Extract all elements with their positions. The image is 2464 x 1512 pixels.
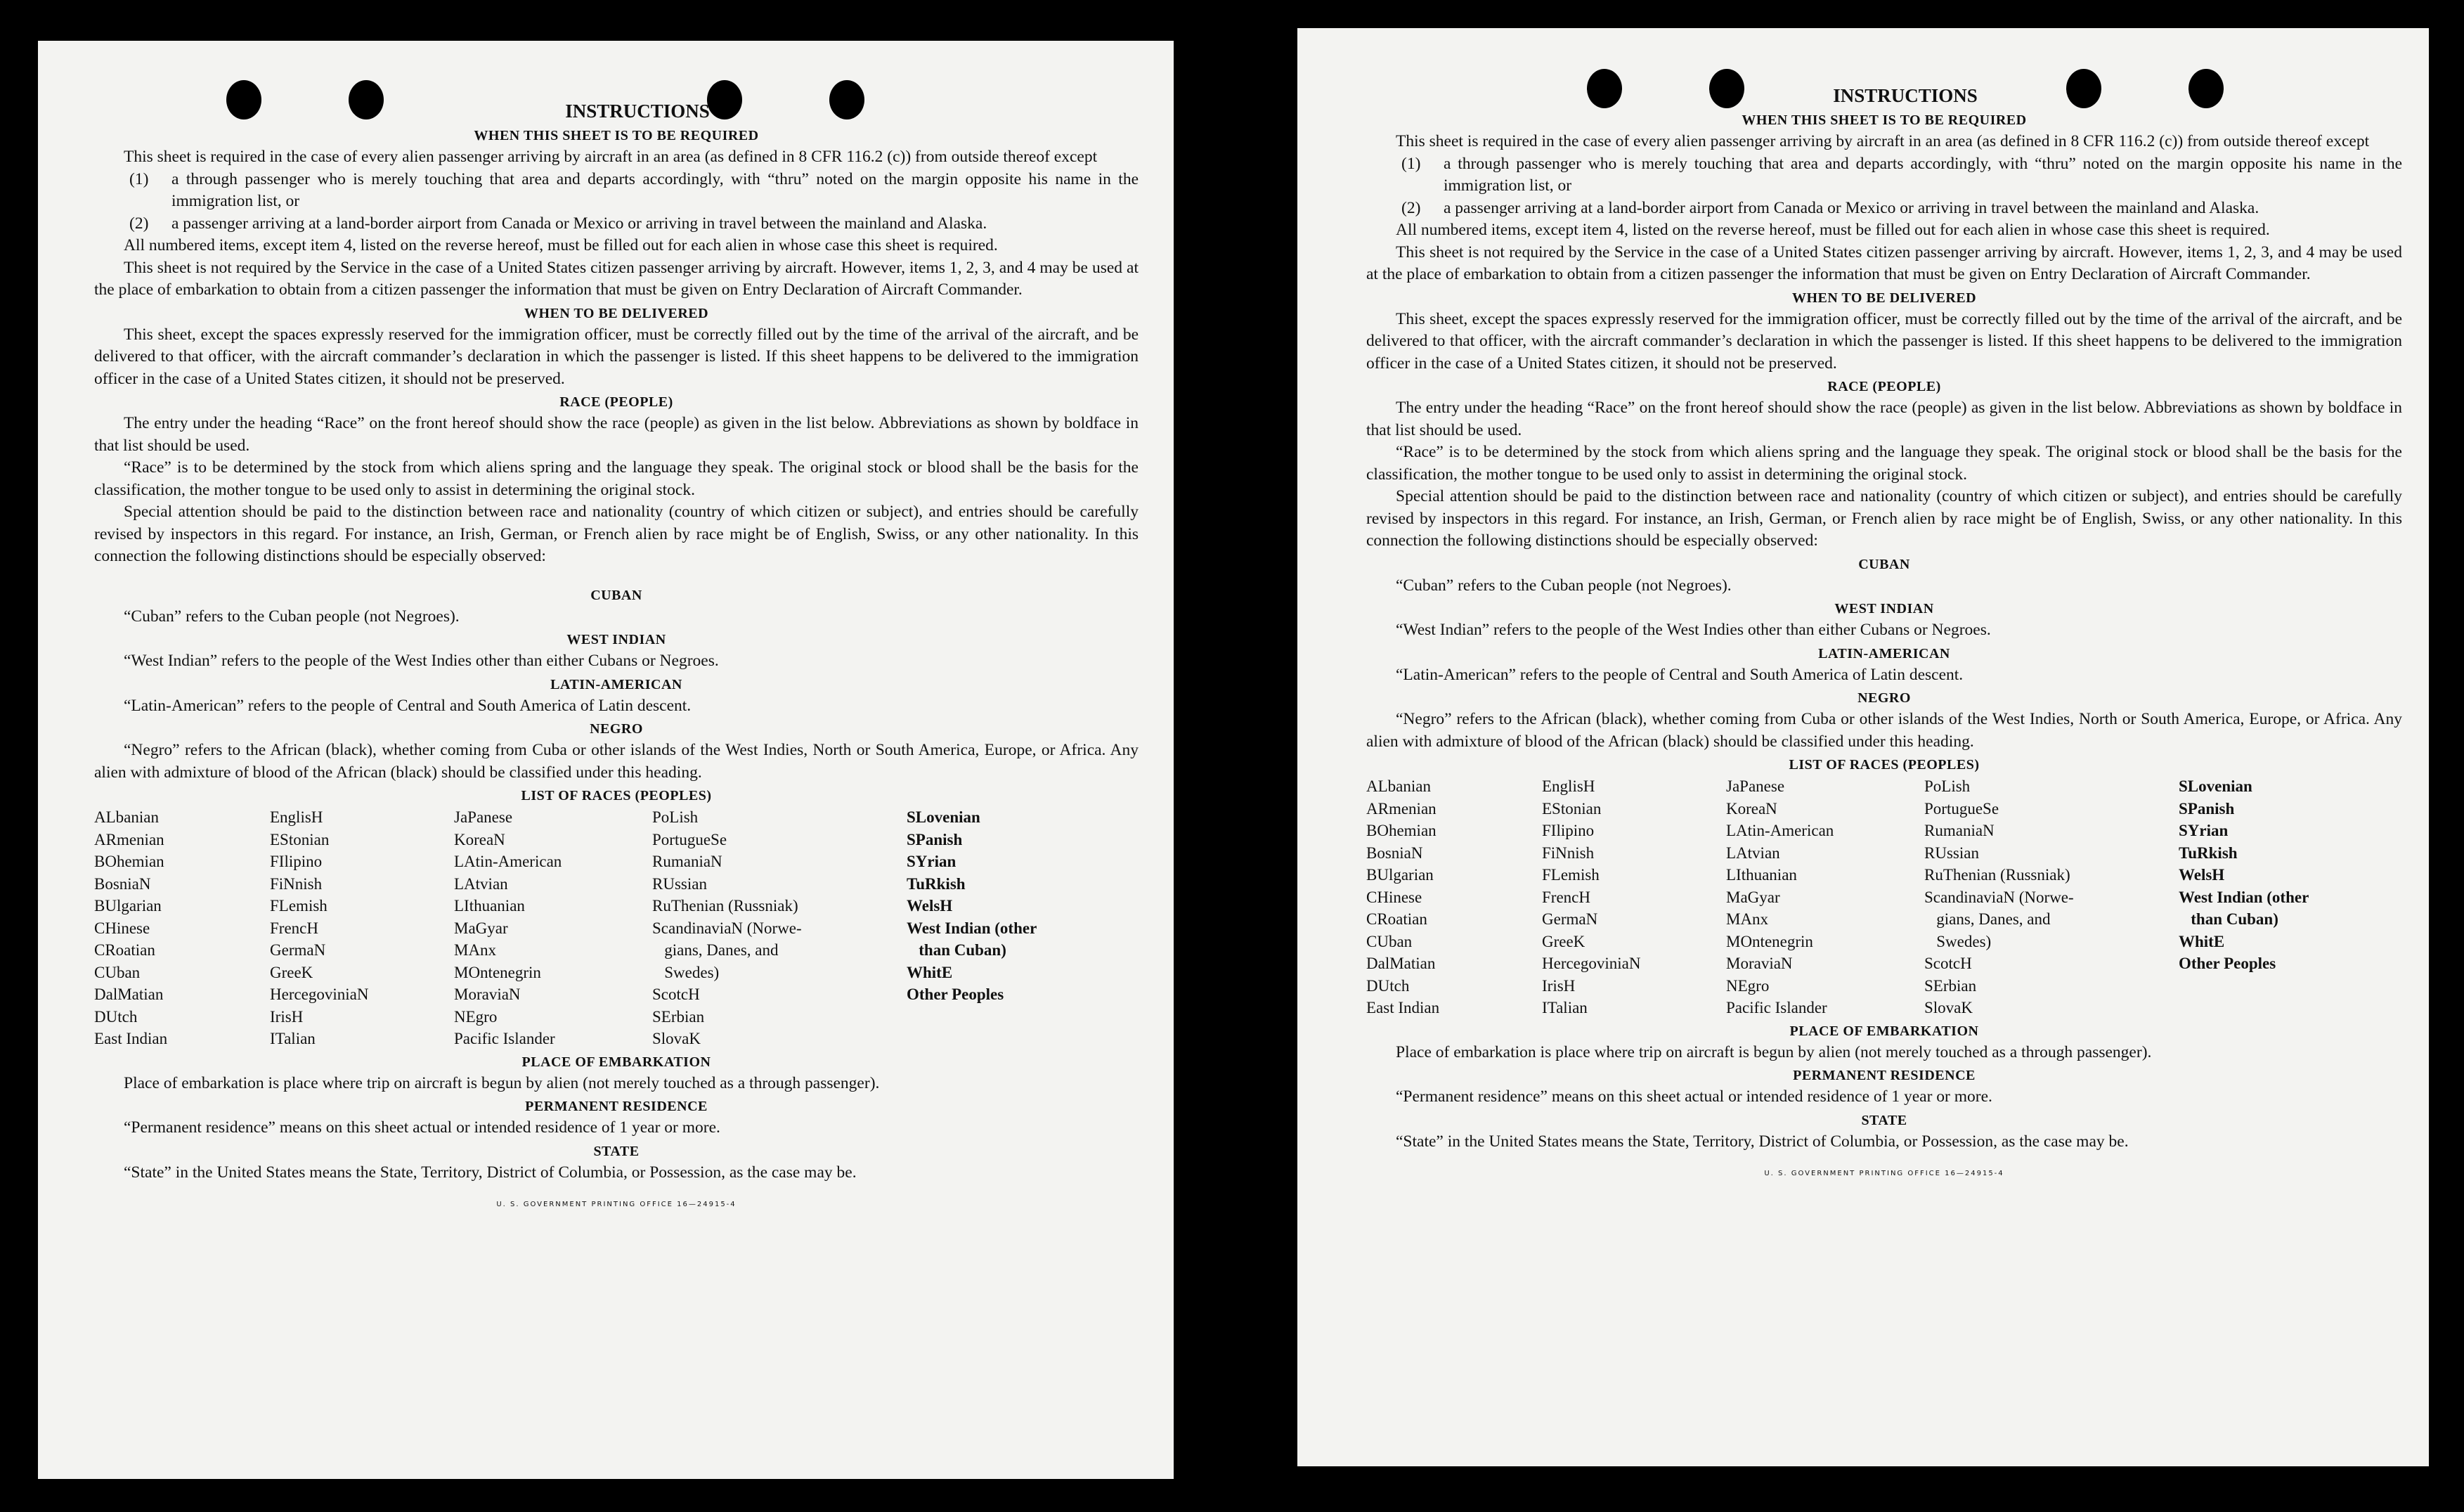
document-page-right xyxy=(1297,28,2429,1466)
instructions-content xyxy=(1366,83,2402,1185)
paragraph: “State” in the United States means the State, Territory, District of Columbia, or Possession, as the case may be. xyxy=(1396,1132,2129,1151)
item-number: (1) xyxy=(1401,154,1421,173)
races-column: ALbanian ARmenian BOhemian BosniaN BUlgarian CHinese CRoatian CUban DalMatian DUtch East Indian xyxy=(94,808,168,1047)
section-heading: NEGRO xyxy=(1857,690,1911,706)
paragraph: “West Indian” refers to the people of the West Indies other than either Cubans or Negroes. xyxy=(1396,621,1991,639)
section-heading: WHEN TO BE DELIVERED xyxy=(524,305,709,321)
paragraph: All numbered items, except item 4, listed on the reverse hereof, must be filled out for each alien in whose case this sheet is required. xyxy=(1396,221,2270,239)
section-heading: CUBAN xyxy=(1858,556,1910,572)
paragraph: “Negro” refers to the African (black), whether coming from Cuba or other islands of the West Indies, North or South America, Europe, or Africa. Any alien with admixture of blood of the African (black) should be classified under this heading. xyxy=(1366,710,2402,751)
paragraph: Place of embarkation is place where trip on aircraft is begun by alien (not merely touched as a through passenger). xyxy=(124,1073,880,1092)
paragraph: “Latin-American” refers to the people of Central and South America of Latin descent. xyxy=(1396,665,1964,684)
paragraph: All numbered items, except item 4, listed on the reverse hereof, must be filled out for each alien in whose case this sheet is required. xyxy=(124,236,998,254)
paragraph: Special attention should be paid to the distinction between race and nationality (country of which citizen or subject), and entries should be carefully revised by inspectors in this regard. For instance, an Irish, German, or French alien by race might be of English, Swiss, or any other nationality. In this connection the following distinctions should be especially observed: xyxy=(1366,487,2402,550)
item-number: (2) xyxy=(1401,198,1421,217)
section-heading: WHEN THIS SHEET IS TO BE REQUIRED xyxy=(474,128,759,143)
paragraph: This sheet is required in the case of every alien passenger arriving by aircraft in an area (as defined in 8 CFR 116.2 (c)) from outside thereof except xyxy=(1396,132,2370,150)
paragraph: “Permanent residence” means on this sheet actual or intended residence of 1 year or more. xyxy=(124,1118,720,1137)
section-heading: LATIN-AMERICAN xyxy=(1818,645,1950,661)
printer-imprint: U. S. GOVERNMENT PRINTING OFFICE 16—24915-4 xyxy=(1764,1170,2004,1177)
page-title: INSTRUCTIONS xyxy=(565,101,710,122)
paragraph: “Permanent residence” means on this sheet actual or intended residence of 1 year or more. xyxy=(1396,1087,1992,1106)
races-list xyxy=(1366,775,2402,1019)
races-column: PoLish PortugueSe RumaniaN RUssian RuThenian (Russniak) ScandinaviaN (Norwe- gians, Danes, and Swedes) ScotcH SErbian SlovaK xyxy=(652,808,802,1047)
paragraph: This sheet is not required by the Service in the case of a United States citizen passenger arriving by aircraft. However, items 1, 2, 3, and 4 may be used at the place of embarkation to obtain from a citizen passenger the information that must be given on Entry Declaration of Aircraft Commander. xyxy=(94,258,1139,299)
page-title: INSTRUCTIONS xyxy=(1833,85,1978,106)
section-heading: LATIN-AMERICAN xyxy=(550,676,682,692)
races-column: JaPanese KoreaN LAtin-American LAtvian LIthuanian MaGyar MAnx MOntenegrin MoraviaN NEgro Pacific Islander xyxy=(454,808,562,1047)
races-column: EnglisH EStonian FIlipino FiNnish FLemish FrencH GermaN GreeK HercegoviniaN IrisH ITalian xyxy=(1542,777,1641,1016)
section-heading: RACE (PEOPLE) xyxy=(559,394,673,410)
item-text: a through passenger who is merely touching that area and departs accordingly, with “thru” noted on the margin opposite his name in the immigration list, or xyxy=(1444,154,2402,195)
paragraph: “Race” is to be determined by the stock from which aliens spring and the language they speak. The original stock or blood shall be the basis for the classification, the mother tongue to be used only to assist in determining the original stock. xyxy=(94,458,1139,499)
paragraph: This sheet is required in the case of every alien passenger arriving by aircraft in an area (as defined in 8 CFR 116.2 (c)) from outside thereof except xyxy=(124,148,1098,166)
item-text: a passenger arriving at a land-border airport from Canada or Mexico or arriving in travel between the mainland and Alaska. xyxy=(171,214,987,233)
section-heading: CUBAN xyxy=(590,587,642,603)
section-heading: PLACE OF EMBARKATION xyxy=(1789,1023,1979,1039)
section-heading: STATE xyxy=(1861,1112,1907,1128)
paragraph: “Cuban” refers to the Cuban people (not Negroes). xyxy=(124,607,460,626)
paragraph: “Negro” refers to the African (black), whether coming from Cuba or other islands of the West Indies, North or South America, Europe, or Africa. Any alien with admixture of blood of the African (black) should be classified under this heading. xyxy=(94,741,1139,782)
printer-imprint: U. S. GOVERNMENT PRINTING OFFICE 16—24915-4 xyxy=(496,1201,737,1208)
document-page-left xyxy=(38,41,1174,1479)
section-heading: STATE xyxy=(593,1143,640,1159)
section-heading: RACE (PEOPLE) xyxy=(1827,379,1941,394)
section-heading: WEST INDIAN xyxy=(1834,601,1934,616)
section-heading: WHEN TO BE DELIVERED xyxy=(1791,290,1977,306)
paragraph: “Cuban” refers to the Cuban people (not Negroes). xyxy=(1396,576,1732,595)
paragraph: This sheet is not required by the Service in the case of a United States citizen passenger arriving by aircraft. However, items 1, 2, 3, and 4 may be used at the place of embarkation to obtain from a citizen passenger the information that must be given on Entry Declaration of Aircraft Commander. xyxy=(1366,243,2402,283)
section-heading: WEST INDIAN xyxy=(566,632,666,647)
races-column: PoLish PortugueSe RumaniaN RUssian RuThenian (Russniak) ScandinaviaN (Norwe- gians, Danes, and Swedes) ScotcH SErbian SlovaK xyxy=(1924,777,2074,1016)
races-column: EnglisH EStonian FIlipino FiNnish FLemish FrencH GermaN GreeK HercegoviniaN IrisH ITalian xyxy=(270,808,369,1047)
paragraph: This sheet, except the spaces expressly reserved for the immigration officer, must be correctly filled out by the time of the arrival of the aircraft, and be delivered to that officer, with the aircraft commander’s declaration in which the passenger is listed. If this sheet happens to be delivered to the immigration officer in the case of a United States citizen, it should not be preserved. xyxy=(1366,309,2402,373)
paragraph: The entry under the heading “Race” on the front hereof should show the race (people) as given in the list below. Abbreviations as shown by boldface in that list should be used. xyxy=(94,414,1139,455)
paragraph: Place of embarkation is place where trip on aircraft is begun by alien (not merely touched as a through passenger). xyxy=(1396,1042,2152,1061)
item-text: a through passenger who is merely touching that area and departs accordingly, with “thru” noted on the margin opposite his name in the immigration list, or xyxy=(171,169,1139,210)
races-column: SLovenian SPanish SYrian TuRkish WelsH West Indian (other than Cuban) WhitE Other Peoples xyxy=(2179,777,2309,972)
paragraph: “Latin-American” refers to the people of Central and South America of Latin descent. xyxy=(124,696,692,715)
section-heading: WHEN THIS SHEET IS TO BE REQUIRED xyxy=(1742,112,2027,128)
list-item xyxy=(129,213,1139,235)
paragraph: The entry under the heading “Race” on the front hereof should show the race (people) as given in the list below. Abbreviations as shown by boldface in that list should be used. xyxy=(1366,399,2402,439)
section-heading: PLACE OF EMBARKATION xyxy=(521,1054,711,1070)
paragraph: This sheet, except the spaces expressly reserved for the immigration officer, must be correctly filled out by the time of the arrival of the aircraft, and be delivered to that officer, with the aircraft commander’s declaration in which the passenger is listed. If this sheet happens to be delivered to the immigration officer in the case of a United States citizen, it should not be preserved. xyxy=(94,325,1139,388)
section-heading: PERMANENT RESIDENCE xyxy=(1793,1068,1976,1083)
races-column: ALbanian ARmenian BOhemian BosniaN BUlgarian CHinese CRoatian CUban DalMatian DUtch East Indian xyxy=(1366,777,1440,1016)
paragraph: “West Indian” refers to the people of the West Indies other than either Cubans or Negroes. xyxy=(124,652,719,670)
section-heading: NEGRO xyxy=(590,721,643,737)
section-heading: PERMANENT RESIDENCE xyxy=(525,1099,708,1114)
paragraph: Special attention should be paid to the distinction between race and nationality (country of which citizen or subject), and entries should be carefully revised by inspectors in this regard. For instance, an Irish, German, or French alien by race might be of English, Swiss, or any other nationality. In this connection the following distinctions should be especially observed: xyxy=(94,503,1139,565)
paragraph: “State” in the United States means the State, Territory, District of Columbia, or Possession, as the case may be. xyxy=(124,1163,857,1182)
races-column: SLovenian SPanish SYrian TuRkish WelsH West Indian (other than Cuban) WhitE Other Peoples xyxy=(907,808,1037,1003)
list-item xyxy=(1401,198,2402,220)
item-number: (1) xyxy=(129,169,149,188)
list-item xyxy=(1401,153,2402,198)
races-list xyxy=(94,806,1139,1050)
list-item xyxy=(129,169,1139,213)
section-heading: LIST OF RACES (PEOPLES) xyxy=(521,788,712,803)
section-heading: LIST OF RACES (PEOPLES) xyxy=(1789,757,1980,773)
paragraph: “Race” is to be determined by the stock from which aliens spring and the language they speak. The original stock or blood shall be the basis for the classification, the mother tongue to be used only to assist in determining the original stock. xyxy=(1366,443,2402,484)
item-text: a passenger arriving at a land-border airport from Canada or Mexico or arriving in travel between the mainland and Alaska. xyxy=(1444,198,2259,217)
races-column: JaPanese KoreaN LAtin-American LAtvian LIthuanian MaGyar MAnx MOntenegrin MoraviaN NEgro Pacific Islander xyxy=(1726,777,1834,1016)
instructions-content xyxy=(94,98,1139,1216)
item-number: (2) xyxy=(129,214,149,233)
